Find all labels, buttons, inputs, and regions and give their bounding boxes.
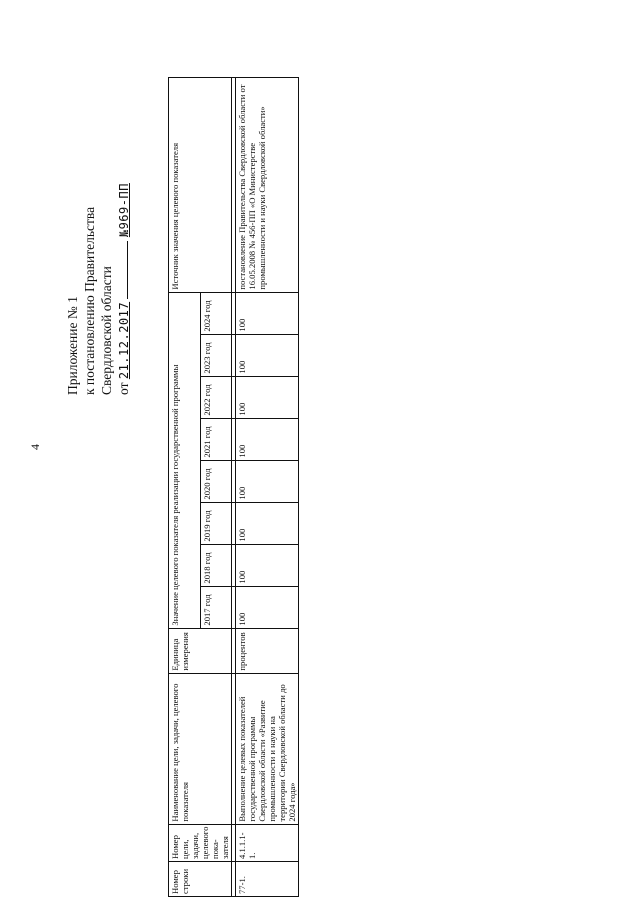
header-year: 2024 год bbox=[200, 292, 232, 334]
decree-number: №969-ПП bbox=[117, 183, 131, 238]
table-row bbox=[236, 77, 299, 896]
cell-value: 100 bbox=[236, 544, 299, 586]
cell-value: 100 bbox=[236, 376, 299, 418]
header-year: 2020 год bbox=[200, 460, 232, 502]
appendix-region-line: Свердловской области bbox=[99, 266, 114, 395]
header-row-1 bbox=[169, 77, 201, 896]
header-goal-number: Номер цели, задачи, целевого пока-зателя bbox=[169, 824, 232, 861]
header-year: 2018 год bbox=[200, 544, 232, 586]
date-number-gap bbox=[116, 241, 128, 299]
cell-value: 100 bbox=[236, 502, 299, 544]
cell-value: 100 bbox=[236, 334, 299, 376]
cell-unit: процентов bbox=[236, 628, 299, 673]
cell-value: 100 bbox=[236, 292, 299, 334]
cell-name: Выполнение целевых показателей государственной программы Свердловской области «Развитие промышленности и науки на территории Свердловской области до 2024 года» bbox=[236, 673, 299, 824]
header-unit: Единица измерения bbox=[169, 628, 232, 673]
header-year: 2021 год bbox=[200, 418, 232, 460]
appendix-title: Приложение № 1 bbox=[65, 296, 80, 395]
date-prefix: от bbox=[116, 382, 131, 395]
header-name: Наименование цели, задачи, целевого показателя bbox=[169, 673, 232, 824]
header-year: 2019 год bbox=[200, 502, 232, 544]
date-value: 21.12.2017 bbox=[117, 301, 131, 380]
cell-source: постановление Правительства Свердловской области от 16.05.2008 № 456-ПП «О Министерстве промышленности и науки Свердловской области» bbox=[236, 77, 299, 292]
header-source: Источник значения целевого показателя bbox=[169, 77, 232, 292]
indicators-table bbox=[168, 77, 299, 897]
appendix-header bbox=[64, 183, 133, 395]
cell-value: 100 bbox=[236, 586, 299, 628]
header-row-number: Номер строки bbox=[169, 862, 232, 897]
header-year: 2023 год bbox=[200, 334, 232, 376]
appendix-date-line bbox=[115, 183, 133, 395]
cell-row-number: 77-1. bbox=[236, 862, 299, 897]
cell-value: 100 bbox=[236, 418, 299, 460]
cell-value: 100 bbox=[236, 460, 299, 502]
header-year: 2022 год bbox=[200, 376, 232, 418]
header-year: 2017 год bbox=[200, 586, 232, 628]
page-number: 4 bbox=[28, 444, 42, 450]
appendix-decree-line: к постановлению Правительства bbox=[82, 206, 97, 395]
cell-goal-number: 4.1.1.1-1. bbox=[236, 824, 299, 861]
header-values-group: Значение целевого показателя реализации государственной программы bbox=[169, 292, 201, 628]
